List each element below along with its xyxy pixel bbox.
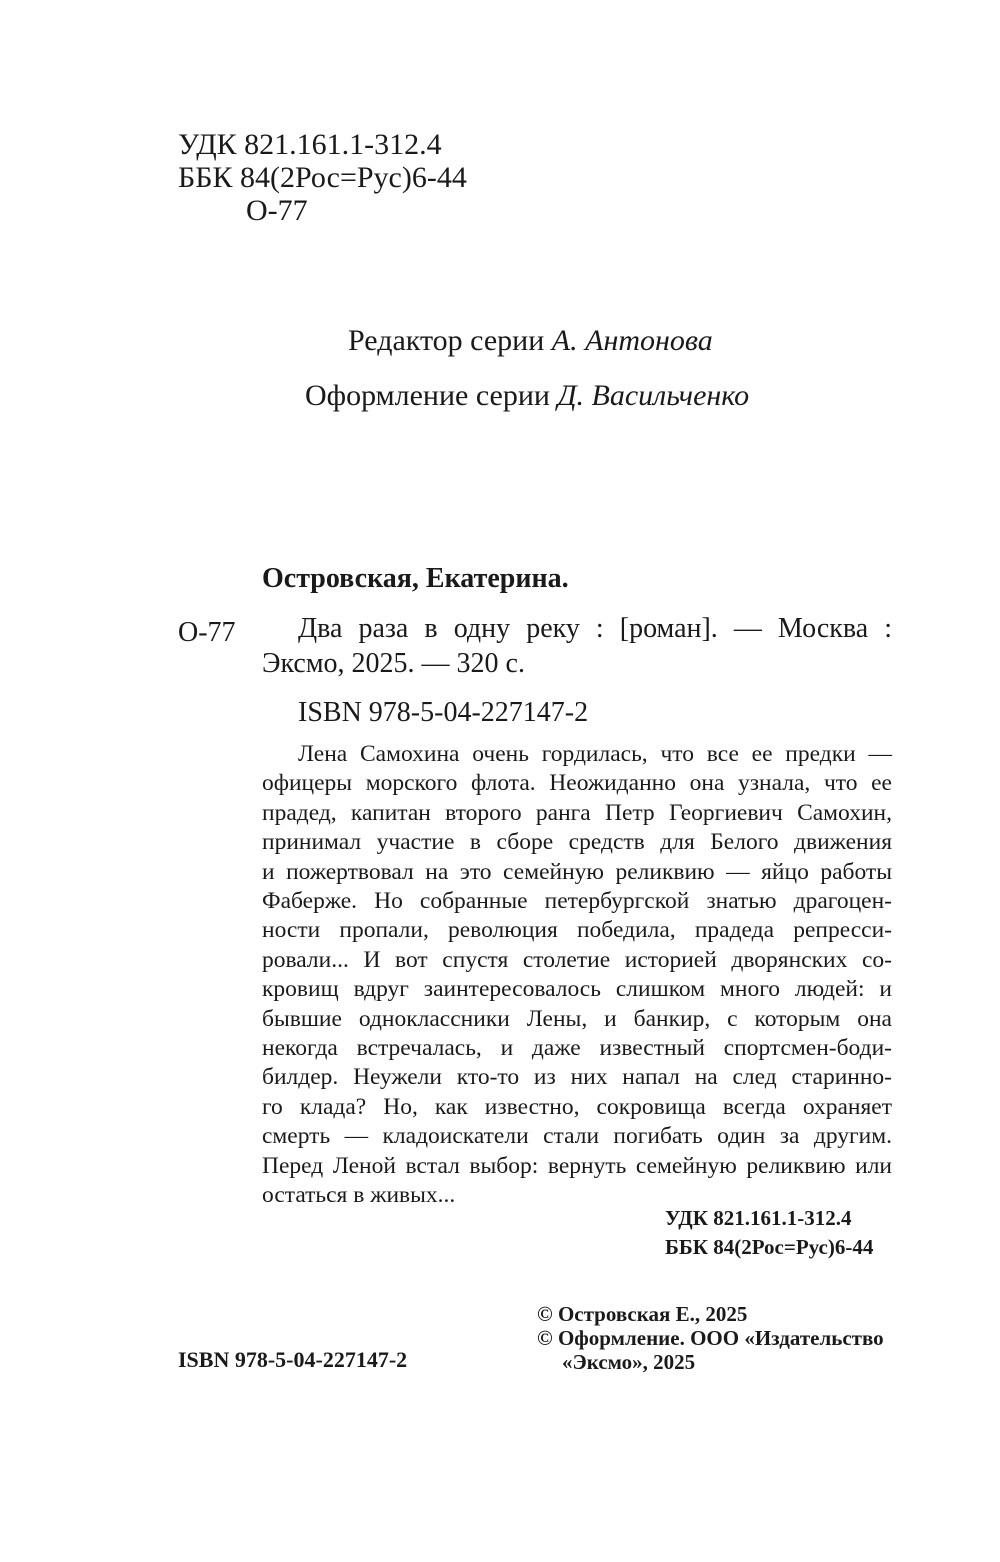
record-title-line-1: Два раза в одну реку : [роман]. — Москва :	[298, 613, 892, 644]
series-design-name: Д. Васильченко	[557, 379, 750, 412]
annotation-line: кровищ вдруг заинтересовалось слишком много людей: и	[262, 976, 892, 1003]
annotation-line: и пожертвовал на это семейную реликвию — яйцо работы	[262, 858, 892, 885]
udk-code-bottom: УДК 821.161.1-312.4	[665, 1206, 852, 1230]
annotation-line: ровали... И вот спустя столетие историей дворянских со-	[262, 946, 892, 973]
annotation-line: Перед Леной встал выбор: вернуть семейную реликвию или	[262, 1152, 892, 1179]
record-isbn: ISBN 978-5-04-227147-2	[298, 697, 589, 728]
record-title-line-2: Эксмо, 2025. — 320 с.	[262, 648, 525, 679]
annotation-line: офицеры морского флота. Неожиданно она узнала, что ее	[262, 770, 892, 797]
copyright-publisher: «Эксмо», 2025	[562, 1350, 696, 1374]
bbk-code-bottom: ББК 84(2Рос=Рус)6-44	[665, 1235, 874, 1259]
annotation-line: смерть — кладоискатели стали погибать один за другим.	[262, 1123, 892, 1150]
series-design-line	[305, 378, 749, 414]
record-author: Островская, Екатерина.	[262, 563, 569, 594]
annotation-line: бывшие одноклассники Лены, и банкир, с которым она	[262, 1005, 892, 1032]
copyright-design: © Оформление. ООО «Издательство	[537, 1326, 884, 1350]
series-editor-label: Редактор серии	[348, 324, 545, 357]
annotation-line: Фаберже. Но собранные петербургской знатью драгоцен-	[262, 888, 892, 915]
annotation-line: принимал участие в сборе средств для Белого движения	[262, 829, 892, 856]
record-author-sign: О-77	[178, 617, 236, 648]
copyright-author: © Островская Е., 2025	[537, 1302, 748, 1326]
series-editor-line	[348, 323, 713, 359]
annotation-line: некогда встречалась, и даже известный спортсмен-боди-	[262, 1035, 892, 1062]
series-editor-name: А. Антонова	[551, 324, 713, 357]
annotation-line: остаться в живых...	[262, 1182, 456, 1209]
author-sign-top: О-77	[246, 194, 308, 227]
annotation-line: го клада? Но, как известно, сокровища всегда охраняет	[262, 1093, 892, 1120]
annotation-paragraph	[262, 740, 892, 1211]
annotation-line: ности пропали, революция победила, прадеда репресси-	[262, 917, 892, 944]
footer-isbn: ISBN 978-5-04-227147-2	[178, 1347, 408, 1372]
series-design-label: Оформление серии	[305, 379, 550, 412]
annotation-line: билдер. Неужели кто-то из них напал на след старинно-	[262, 1064, 892, 1091]
annotation-line: прадед, капитан второго ранга Петр Георгиевич Самохин,	[262, 799, 892, 826]
udk-code-top: УДК 821.161.1-312.4	[178, 128, 442, 161]
annotation-line: Лена Самохина очень гордилась, что все ее предки —	[298, 741, 892, 767]
bbk-code-top: ББК 84(2Рос=Рус)6-44	[178, 161, 467, 194]
